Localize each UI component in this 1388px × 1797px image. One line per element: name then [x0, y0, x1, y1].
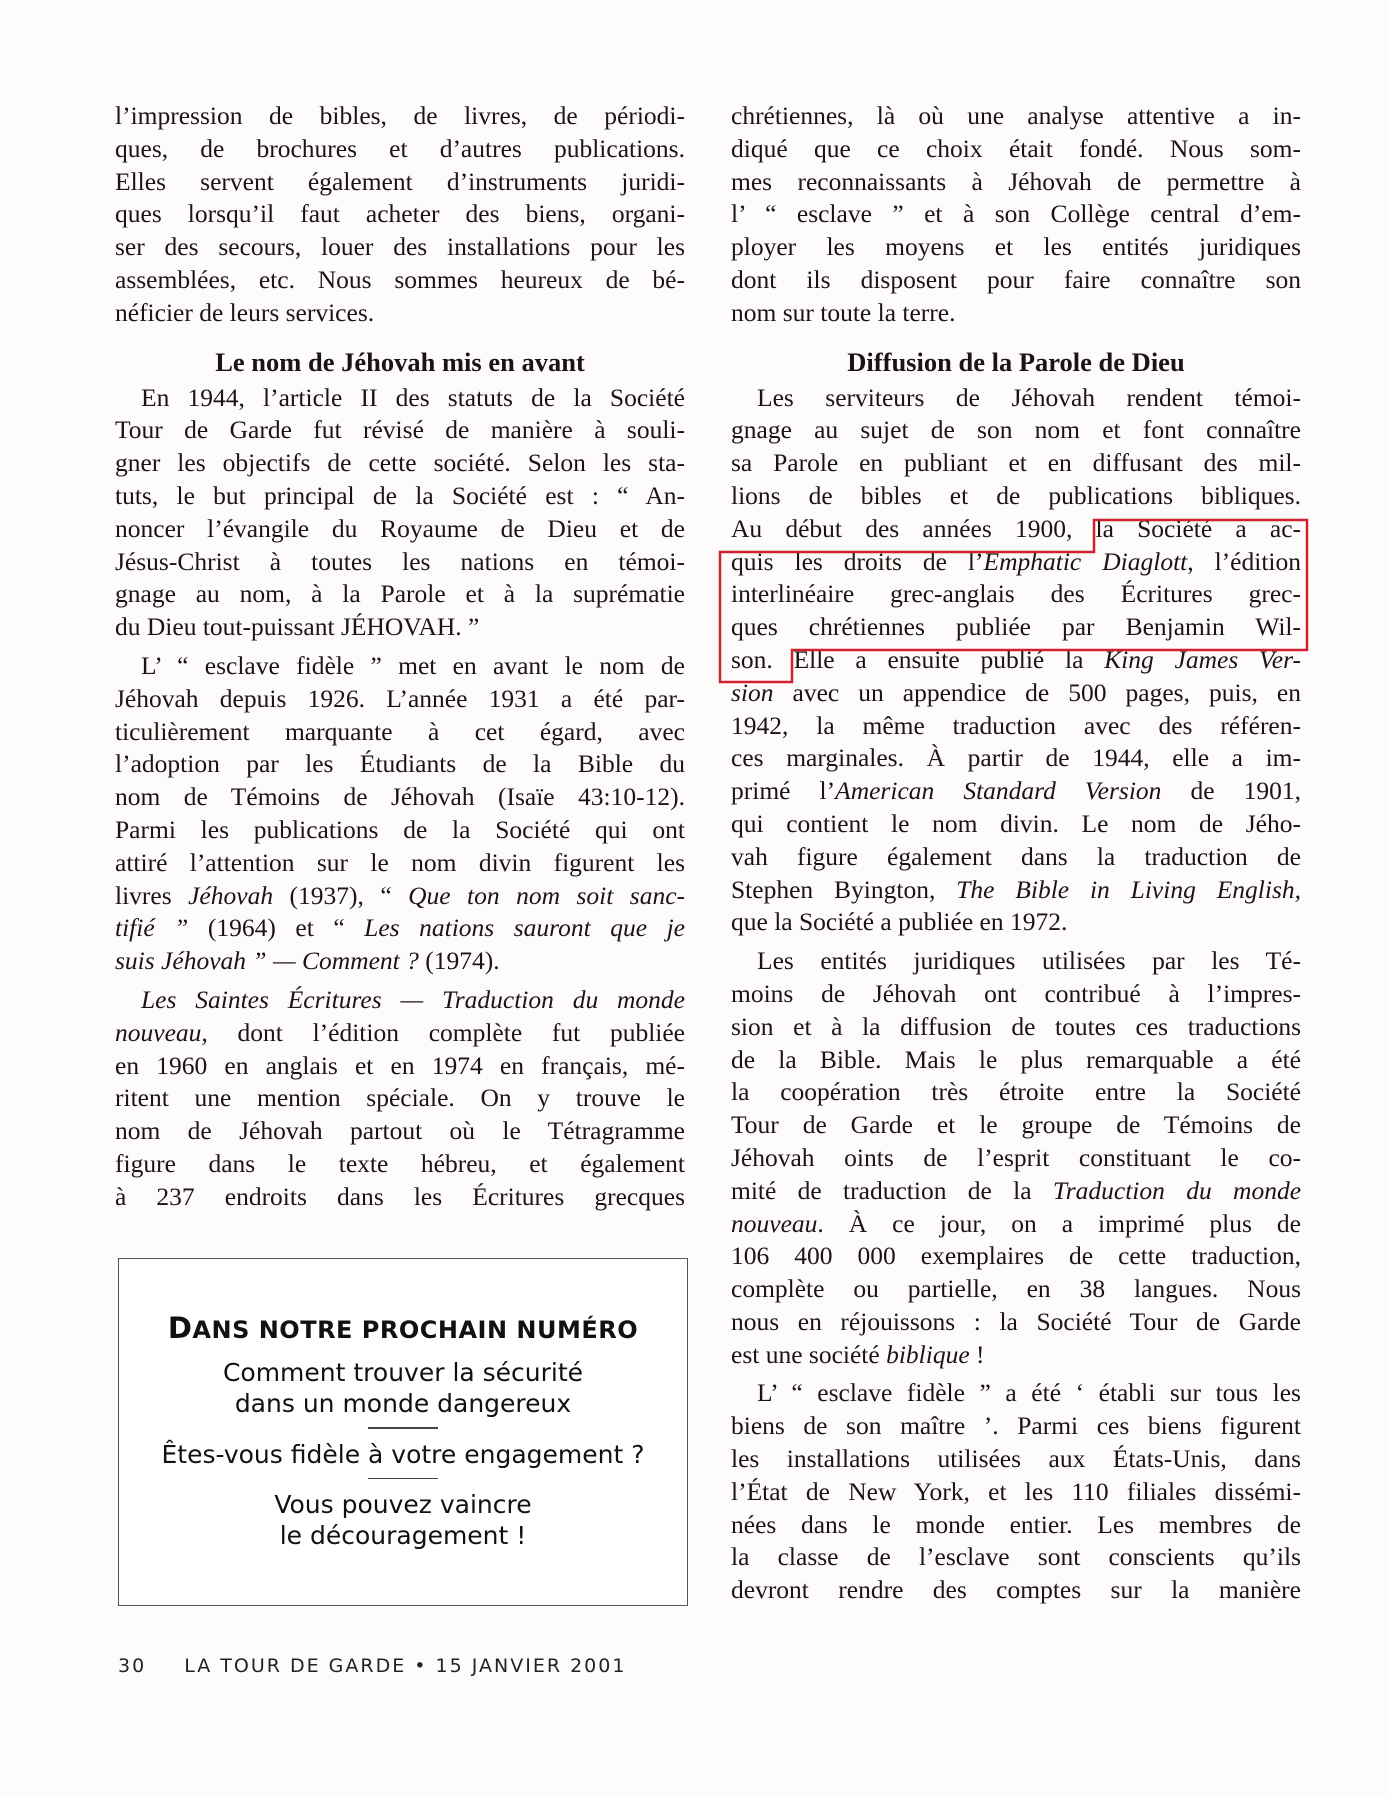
text-line: néficier de leurs services.: [115, 297, 375, 327]
text-line: attiré l’attention sur le nom divin figurent les: [115, 847, 685, 877]
text-line: ritent une mention spéciale. On y trouve le: [115, 1083, 685, 1113]
book-title: Les Saintes Écritures — Traduction du monde: [141, 984, 685, 1014]
next-issue-list: [119, 1357, 687, 1551]
text-line: qui contient le nom divin. Le nom de Jého-: [731, 808, 1301, 838]
text-line: Au début des années 1900, la Société a ac-: [731, 513, 1301, 543]
paragraph-bible-publishing: [731, 382, 1301, 940]
text-line: Parmi les publications de la Société qui ont: [115, 814, 685, 844]
book-title: sion: [731, 677, 774, 707]
footer-separator: •: [414, 1655, 428, 1677]
divider: [368, 1478, 438, 1480]
text-line: tuts, le but principal de la Société est : “ An-: [115, 480, 685, 510]
text-line: la classe de l’esclave sont conscients qu’ils: [731, 1542, 1301, 1572]
divider: [368, 1427, 438, 1429]
book-title: suis Jéhovah ” — Comment ?: [115, 946, 419, 976]
text-line: suis Jéhovah ” — Comment ? (1974).: [115, 946, 500, 976]
paragraph-legal-entities: [731, 945, 1301, 1371]
text-line: figure dans le texte hébreu, et également: [115, 1148, 685, 1178]
issue-date: 15 JANVIER 2001: [435, 1655, 627, 1677]
right-column: [731, 100, 1301, 1607]
page-number: 30: [118, 1655, 147, 1677]
text-line: lions de bibles et de publications bibliques.: [731, 480, 1301, 510]
text-line: Elles servent également d’instruments juridi-: [115, 166, 685, 196]
book-title: Les nations sauront que je: [364, 913, 685, 943]
text-line: nom sur toute la terre.: [731, 297, 956, 327]
text-line: Jéhovah depuis 1926. L’année 1931 a été par-: [115, 683, 685, 713]
text-line: gner les objectifs de cette société. Selon les sta-: [115, 448, 685, 478]
text-line: L’ “ esclave fidèle ” met en avant le nom de: [141, 650, 685, 680]
text-line: tifié ” (1964) et “ Les nations sauront que je: [115, 913, 685, 943]
text-line: à 237 endroits dans les Écritures grecques: [115, 1181, 685, 1211]
text-line: Jéhovah oints de l’esprit constituant le co-: [731, 1142, 1301, 1172]
text-line: sa Parole en publiant et en diffusant des mil-: [731, 448, 1301, 478]
text-line: quis les droits de l’Emphatic Diaglott, l’édition: [731, 546, 1301, 576]
text-line: l’État de New York, et les 110 filiales dissémi-: [731, 1476, 1301, 1506]
text-line: [115, 984, 685, 1017]
paragraph-1944-statutes: [115, 382, 685, 644]
text-line: assemblées, etc. Nous sommes heureux de bé-: [115, 264, 685, 294]
book-title: tifié ”: [115, 913, 189, 943]
next-issue-item: Comment trouver la sécurité dans un monde dangereux: [222, 1358, 584, 1418]
text-line: Les serviteurs de Jéhovah rendent témoi-: [757, 382, 1301, 412]
text-line: 1942, la même traduction avec des référen-: [731, 710, 1301, 740]
next-issue-box: [118, 1258, 688, 1606]
book-title: King James Ver-: [1104, 644, 1301, 674]
text-line: que la Société a publiée en 1972.: [731, 907, 1068, 937]
text-line: gnage au nom, à la Parole et à la suprématie: [115, 579, 685, 609]
publication-name: LA TOUR DE GARDE: [184, 1655, 407, 1677]
text-line: Tour de Garde fut révisé de manière à souli-: [115, 415, 685, 445]
text-line: biens de son maître ’. Parmi ces biens figurent: [731, 1411, 1301, 1441]
text-line: vah figure également dans la traduction de: [731, 841, 1301, 871]
paragraph-masters-belongings: [731, 1377, 1301, 1607]
text-line: primé l’American Standard Version de 1901,: [731, 776, 1301, 806]
text-line: de la Bible. Mais le plus remarquable a été: [731, 1044, 1301, 1074]
paragraph-continued: [731, 100, 1301, 330]
paragraph-intro: [115, 100, 685, 330]
text-line: L’ “ esclave fidèle ” a été ‘ établi sur tous les: [757, 1378, 1301, 1408]
left-column: [115, 100, 685, 1214]
text-line: chrétiennes, là où une analyse attentive a in-: [731, 101, 1301, 130]
text-line: gnage au sujet de son nom et font connaître: [731, 415, 1301, 445]
text-line: nom de Témoins de Jéhovah (Isaïe 43:10-12).: [115, 782, 685, 812]
text-line: Les entités juridiques utilisées par les Té-: [757, 946, 1301, 976]
text-line: complète ou partielle, en 38 langues. Nous: [731, 1274, 1301, 1304]
next-issue-item: Êtes-vous fidèle à votre engagement ?: [161, 1439, 645, 1469]
page-footer: [118, 1655, 626, 1677]
text-line: mes reconnaissants à Jéhovah de permettre à: [731, 166, 1301, 196]
book-title: Traduction du monde: [1052, 1175, 1302, 1205]
text-line: ser des secours, louer des installations pour les: [115, 232, 685, 262]
text-line: nées dans le monde entier. Les membres de: [731, 1509, 1301, 1539]
text-line: ployer les moyens et les entités juridiques: [731, 232, 1301, 262]
next-issue-item: Vous pouvez vaincre le découragement !: [274, 1490, 532, 1550]
text-line: ques lorsqu’il faut acheter des biens, organi-: [115, 199, 685, 229]
paragraph-new-world-translation: [115, 984, 685, 1214]
text-line: l’ “ esclave ” et à son Collège central d’em-: [731, 199, 1301, 229]
book-title: Que ton nom soit sanc-: [408, 880, 685, 910]
book-title: nouveau: [731, 1208, 818, 1238]
text-line: les installations utilisées aux États-Unis, dans: [731, 1444, 1301, 1474]
text-line: est une société biblique !: [731, 1339, 985, 1369]
section-heading-jehovah-name: Le nom de Jéhovah mis en avant: [215, 346, 585, 377]
text-line: dont ils disposent pour faire connaître son: [731, 264, 1301, 294]
text-line: moins de Jéhovah ont contribué à l’impres-: [731, 978, 1301, 1008]
text-line: diqué que ce choix était fondé. Nous som-: [731, 133, 1301, 163]
book-title: American Standard Version: [835, 776, 1162, 806]
text-line: l’impression de bibles, de livres, de périodi-: [115, 101, 685, 130]
text-line: nous en réjouissons : la Société Tour de Garde: [731, 1306, 1301, 1336]
text-line: nouveau. À ce jour, on a imprimé plus de: [731, 1208, 1301, 1238]
text-line: noncer l’évangile du Royaume de Dieu et de: [115, 513, 685, 543]
text-line: 106 400 000 exemplaires de cette traduction,: [731, 1241, 1301, 1271]
text-line: nouveau, dont l’édition complète fut publiée: [115, 1017, 685, 1047]
text-line: ques, de brochures et d’autres publications.: [115, 133, 685, 163]
text-line: du Dieu tout-puissant JÉHOVAH. ”: [115, 612, 480, 642]
text-line: En 1944, l’article II des statuts de la Société: [141, 382, 685, 412]
text-line: ques chrétiennes publiée par Benjamin Wil-: [731, 612, 1301, 642]
book-title: Emphatic Diaglott: [983, 546, 1188, 576]
emphasis: biblique: [886, 1339, 970, 1369]
text-line: ticulièrement marquante à cet égard, avec: [115, 716, 685, 746]
text-line: sion et à la diffusion de toutes ces traductions: [731, 1011, 1301, 1041]
book-title: Jéhovah: [188, 880, 274, 910]
text-line: nom de Jéhovah partout où le Tétragramme: [115, 1116, 685, 1146]
section-heading-word-distribution: Diffusion de la Parole de Dieu: [847, 346, 1185, 377]
book-title: The Bible in Living English,: [956, 874, 1301, 904]
text-line: son. Elle a ensuite publié la King James Ver-: [731, 644, 1301, 674]
text-line: sion avec un appendice de 500 pages, puis, en: [731, 677, 1301, 707]
text-line: mité de traduction de la Traduction du monde: [731, 1175, 1302, 1205]
next-issue-title: DANS NOTRE PROCHAIN NUMÉRO: [167, 1311, 639, 1345]
paragraph-faithful-slave: [115, 650, 685, 978]
text-line: Jésus-Christ à toutes les nations en témoi-: [115, 546, 685, 576]
text-line: l’adoption par les Étudiants de la Bible du: [115, 749, 685, 779]
text-line: livres Jéhovah (1937), “ Que ton nom soit sanc-: [115, 880, 685, 910]
text-line: la coopération très étroite entre la Société: [731, 1077, 1301, 1107]
book-title: nouveau,: [115, 1017, 208, 1047]
text-line: devront rendre des comptes sur la manière: [731, 1575, 1301, 1605]
text-line: Stephen Byington, The Bible in Living English,: [731, 874, 1301, 904]
text-line: en 1960 en anglais et en 1974 en français, mé-: [115, 1050, 685, 1080]
text-line: ces marginales. À partir de 1944, elle a im-: [731, 743, 1301, 773]
text-line: interlinéaire grec-anglais des Écritures grec-: [731, 579, 1301, 609]
text-line: Tour de Garde et le groupe de Témoins de: [731, 1110, 1301, 1140]
